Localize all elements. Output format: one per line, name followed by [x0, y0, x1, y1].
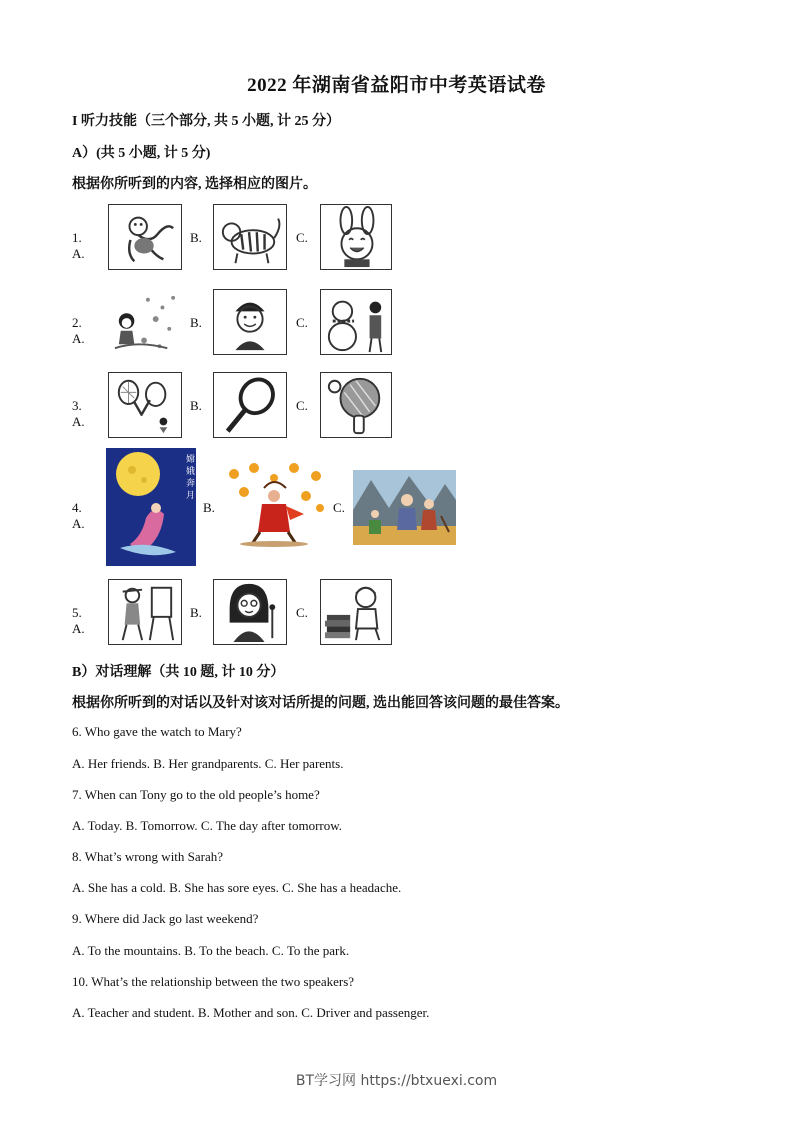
- option-label: B.: [203, 500, 215, 515]
- question-9-options: A. To the mountains. B. To the beach. C. To the park.: [72, 943, 350, 958]
- option-label: B.: [190, 230, 202, 245]
- question-number: 2. A.: [72, 315, 85, 346]
- monkey-icon[interactable]: [108, 204, 182, 270]
- question-8: 8. What’s wrong with Sarah?: [72, 849, 224, 864]
- question-number: 5. A.: [72, 605, 85, 636]
- page-title: 2022 年湖南省益阳市中考英语试卷: [247, 75, 546, 96]
- option-label: B.: [190, 398, 202, 413]
- ping-pong-paddle-icon[interactable]: [320, 372, 392, 438]
- badminton-icon[interactable]: [108, 372, 182, 438]
- part-a-instruction: 根据你所听到的内容, 选择相应的图片。: [72, 177, 317, 192]
- option-label: C.: [296, 230, 308, 245]
- option-label: C.: [296, 398, 308, 413]
- option-label: C.: [296, 315, 308, 330]
- question-6-options: A. Her friends. B. Her grandparents. C. Her parents.: [72, 756, 344, 771]
- option-label: B.: [190, 315, 202, 330]
- boy-in-snow-icon[interactable]: [108, 289, 182, 355]
- footer-watermark[interactable]: BT学习网 https://btxuexi.com: [295, 1073, 498, 1089]
- snowman-icon[interactable]: [320, 289, 392, 355]
- singing-girl-icon[interactable]: [213, 579, 287, 645]
- rabbit-icon[interactable]: [320, 204, 392, 270]
- question-7: 7. When can Tony go to the old people’s home?: [72, 787, 320, 802]
- reading-girl-icon[interactable]: [320, 579, 392, 645]
- section-heading: I 听力技能（三个部分, 共 5 小题, 计 25 分）: [72, 114, 340, 129]
- question-number: 1. A.: [72, 230, 85, 261]
- svg-text:奔: 奔: [186, 479, 196, 489]
- svg-text:月: 月: [186, 491, 196, 501]
- houyi-shooting-suns-icon[interactable]: [224, 462, 328, 548]
- question-9: 9. Where did Jack go last weekend?: [72, 911, 259, 926]
- question-10: 10. What’s the relationship between the two speakers?: [72, 974, 355, 989]
- part-a-heading: A）(共 5 小题, 计 5 分): [72, 146, 211, 161]
- yugong-moving-mountains-icon[interactable]: [353, 470, 456, 545]
- change-flying-to-moon-icon[interactable]: [106, 448, 196, 566]
- question-number: 4. A.: [72, 500, 85, 531]
- question-number: 3. A.: [72, 398, 85, 429]
- svg-text:娥: 娥: [186, 467, 196, 477]
- part-b-heading: B）对话理解（共 10 题, 计 10 分）: [72, 665, 285, 680]
- svg-text:嫦: 嫦: [186, 455, 196, 465]
- question-10-options: A. Teacher and student. B. Mother and son. C. Driver and passenger.: [72, 1005, 430, 1020]
- boy-icon[interactable]: [213, 289, 287, 355]
- question-6: 6. Who gave the watch to Mary?: [72, 724, 242, 739]
- tennis-racket-icon[interactable]: [213, 372, 287, 438]
- question-8-options: A. She has a cold. B. She has sore eyes. C. She has a headache.: [72, 880, 402, 895]
- option-label: B.: [190, 605, 202, 620]
- question-7-options: A. Today. B. Tomorrow. C. The day after tomorrow.: [72, 818, 343, 833]
- tiger-icon[interactable]: [213, 204, 287, 270]
- option-label: C.: [296, 605, 308, 620]
- painting-girl-icon[interactable]: [108, 579, 182, 645]
- part-b-instruction: 根据你所听到的对话以及针对该对话所提的问题, 选出能回答该问题的最佳答案。: [72, 696, 569, 711]
- option-label: C.: [333, 500, 345, 515]
